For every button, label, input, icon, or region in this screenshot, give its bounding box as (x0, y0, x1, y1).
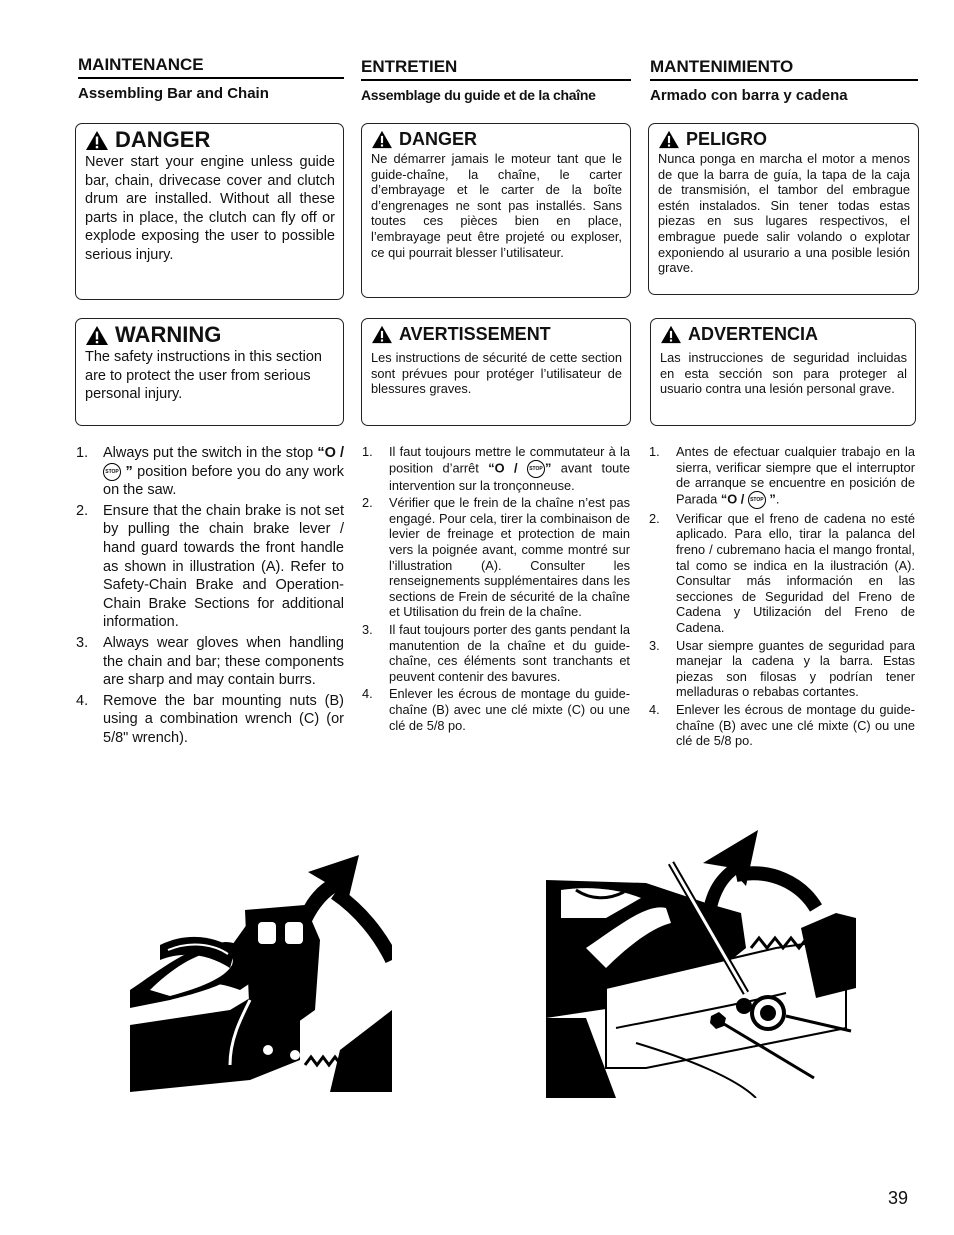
chain-brake-illustration (130, 850, 392, 1094)
danger-box-en (75, 123, 344, 300)
warning-box-fr (361, 318, 631, 426)
list-item: 3. Always wear gloves when handling the chain and bar; these components are sharp and may contain burrs. (76, 634, 344, 689)
stop-icon: STOP (748, 491, 766, 509)
bar-nut-removal-illustration (546, 828, 856, 1098)
list-item: 2. Verificar que el freno de cadena no esté aplicado. Para ello, tirar la palanca del freno / cubremano hacia el mango frontal, tal como se indica en la ilustración (A). Consultar más información en las secciones de Seguridad del Freno de Cadena y Utilización del Freno de Cadena. (649, 510, 915, 635)
column-es (650, 55, 918, 104)
column-en (78, 55, 344, 102)
stop-icon: STOP (527, 460, 545, 478)
danger-box-es (648, 123, 919, 295)
danger-title: DANGER (115, 127, 211, 153)
danger-text: Never start your engine unless guide bar, chain, drivecase cover and clutch drum are installed. Without all these parts in place, the clutch can fly off or explode exposing the user to possible serious injury. (85, 154, 335, 263)
column-fr (361, 55, 631, 103)
list-item: 4. Remove the bar mounting nuts (B) using a combination wrench (C) (or 5/8" wrench). (76, 692, 344, 746)
warning-text: Las instrucciones de seguridad incluidas en esta sección son para proteger al usuario contra una lesión personal grave. (660, 350, 907, 397)
warning-triangle-icon (371, 325, 393, 344)
list-item: 2. Ensure that the chain brake is not set by pulling the chain brake lever / hand guard towards the front handle as shown in illustration (A). Refer to Safety-Chain Brake and Operation-Chain Brake Sections for additional information. (76, 502, 344, 631)
list-item: 2. Vérifier que le frein de la chaîne n’est pas engagé. Pour cela, tirer la combinaison de levier de freinage et protection de main vers la poignée avant, comme montré sur l’illustration (A). Consulter les renseignements supplémentaires dans les sections de Frein de sécurité de la chaîne et Utilisation du frein de la chaîne. (362, 495, 630, 620)
danger-text: Nunca ponga en marcha el motor a menos de que la barra de guía, la tapa de la caja de transmisión, el tambor del embrague estén instalados. Sin tener todas estas piezas en sus lugares respectivos, el embrague puede salir volando o explotar exponiendo al usurario a una posible lesión grave. (658, 151, 910, 276)
steps-list-en (76, 444, 344, 748)
warning-text: Les instructions de sécurité de cette section sont prévues pour protéger l’utilisateur de blessures graves. (371, 350, 622, 397)
warning-triangle-icon (660, 325, 682, 344)
warning-title: WARNING (115, 322, 222, 348)
danger-text: Ne démarrer jamais le moteur tant que le guide-chaîne, la chaîne, le carter d’embrayage et le carter de la boîte d’engrenages ne sont pas installés. Sans toutes ces pièces bien en place, l’embrayage peut être projeté ou exploser, ce qui pourrait blesser l’utilisateur. (371, 151, 622, 260)
warning-box-es (650, 318, 916, 426)
warning-title: AVERTISSEMENT (399, 323, 551, 344)
warning-triangle-icon (85, 130, 109, 151)
list-item: 1. Il faut toujours mettre le commutateur à la position d’arrêt “O / STOP ” avant toute intervention sur la tronçonneuse. (362, 444, 630, 493)
section-subheader: Assembling Bar and Chain (78, 85, 269, 102)
danger-box-fr (361, 123, 631, 298)
warning-triangle-icon (85, 325, 109, 346)
stop-icon: STOP (103, 463, 121, 481)
section-subheader: Armado con barra y cadena (650, 87, 848, 104)
steps-list-es (649, 444, 915, 749)
warning-title: ADVERTENCIA (688, 323, 819, 344)
section-header: ENTRETIEN (361, 57, 631, 81)
warning-triangle-icon (658, 130, 680, 149)
list-item: 4. Enlever les écrous de montage du guide-chaîne (B) avec une clé mixte (C) ou une clé de 5/8 po. (362, 686, 630, 733)
page-number: 39 (888, 1188, 909, 1208)
steps-list-fr (362, 444, 630, 733)
warning-box-en (75, 318, 344, 426)
danger-title: PELIGRO (686, 128, 768, 149)
section-subheader: Assemblage du guide et de la chaîne (361, 87, 596, 103)
list-item: 3. Il faut toujours porter des gants pendant la manutention de la chaîne et du guide-chaîne, ces éléments sont tranchants et peuvent contenir des bavures. (362, 621, 630, 684)
section-header: MAINTENANCE (78, 55, 344, 79)
list-item: 3. Usar siempre guantes de seguridad para manejar la cadena y la barra. Estas piezas son filosas y podrían tener melladuras o rebabas cortantes. (649, 637, 915, 700)
section-header: MANTENIMIENTO (650, 57, 918, 81)
warning-triangle-icon (371, 130, 393, 149)
warning-text: The safety instructions in this section are to protect the user from serious personal injury. (85, 349, 322, 403)
list-item: 1. Always put the switch in the stop “O / STOP ” position before you do any work on the saw. (76, 445, 345, 499)
list-item: 4. Enlever les écrous de montage du guide-chaîne (B) avec une clé mixte (C) ou une clé de 5/8 po. (649, 701, 915, 749)
danger-title: DANGER (399, 128, 478, 149)
list-item: 1. Antes de efectuar cualquier trabajo en la sierra, verificar siempre que el interruptor de arranque se encuentre en posición de Parada “O / STOP ”. (649, 444, 915, 509)
